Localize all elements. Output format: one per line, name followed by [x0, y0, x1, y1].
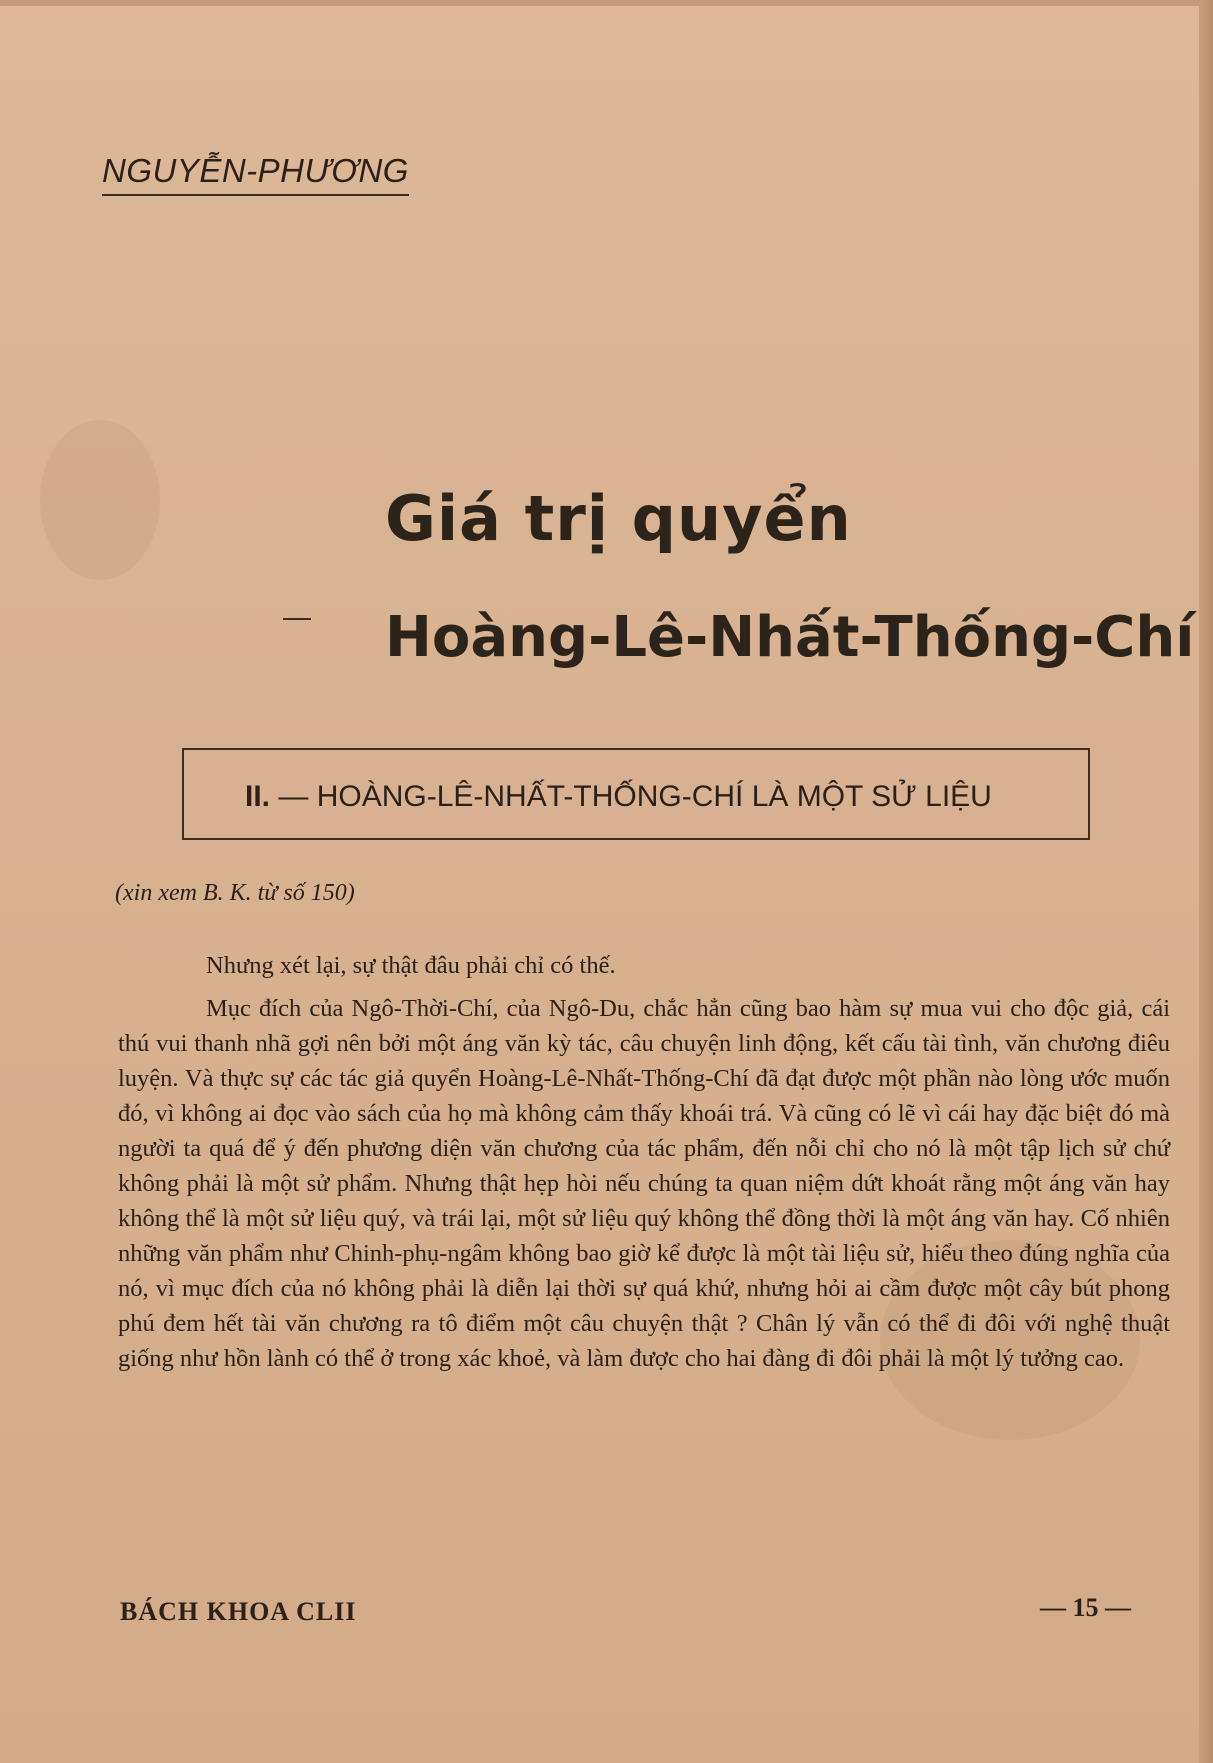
section-dash: — — [278, 780, 309, 813]
article-title-line-1: Giá trị quyển — [385, 482, 852, 555]
section-number: II. — [245, 780, 271, 813]
paragraph: Nhưng xét lại, sự thật đâu phải chỉ có thế. — [206, 952, 616, 979]
title-dash-mark — [283, 618, 311, 620]
section-heading — [245, 780, 992, 814]
footer-publication: BÁCH KHOA CLII — [120, 1597, 357, 1626]
page-top-edge — [0, 0, 1213, 6]
reference-note: (xin xem B. K. từ số 150) — [115, 880, 355, 906]
author-name: NGUYỄN-PHƯƠNG — [102, 152, 409, 196]
section-heading-text: HOÀNG-LÊ-NHẤT-THỐNG-CHÍ LÀ MỘT SỬ LIỆU — [316, 780, 992, 813]
article-body — [118, 948, 1170, 1376]
footer-page-number: — 15 — — [1040, 1593, 1131, 1622]
page-right-edge — [1199, 0, 1213, 1763]
paragraph: Mục đích của Ngô-Thời-Chí, của Ngô-Du, chắc hẳn cũng bao hàm sự mua vui cho độc giả, cái thú vui thanh nhã gợi nên bởi một áng văn kỳ tác, câu chuyện linh động, kết cấu tài tình, văn chương điêu luyện. Và thực sự các tác giả quyển Hoàng-Lê-Nhất-Thống-Chí đã đạt được một phần nào lòng ước muốn đó, vì không ai đọc vào sách của họ mà không cảm thấy khoái trá. Và cũng có lẽ vì cái hay đặc biệt đó mà người ta quá để ý đến phương diện văn chương của tác phẩm, đến nỗi chỉ cho nó là một tập lịch sử chứ không phải là một sử phẩm. Nhưng thật hẹp hòi nếu chúng ta quan niệm dứt khoát rằng một áng văn hay không thể là một sử liệu quý, và trái lại, một sử liệu quý không thể đồng thời là một áng văn hay. Cố nhiên những văn phẩm như Chinh-phụ-ngâm không bao giờ kể được là một tài liệu sử, hiểu theo đúng nghĩa của nó, vì mục đích của nó không phải là diễn lại thời sự quá khứ, nhưng hỏi ai cầm được một cây bút phong phú đem hết tài văn chương ra tô điểm một câu chuyện thật ? Chân lý vẫn có thể đi đôi với nghệ thuật giống như hồn lành có thể ở trong xác khoẻ, và làm được cho hai đàng đi đôi phải là một lý tưởng cao. — [118, 995, 1170, 1372]
paper-stain — [40, 420, 160, 580]
article-title-line-2: Hoàng-Lê-Nhất-Thống-Chí — [385, 605, 1195, 670]
